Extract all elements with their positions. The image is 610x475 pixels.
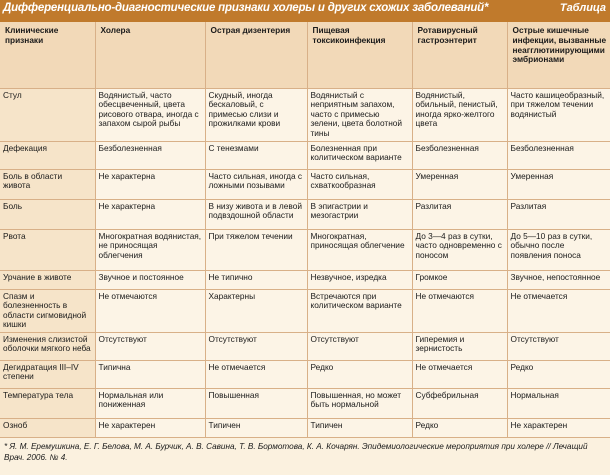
- table-row: [0, 141, 610, 169]
- table-cell: Типичен: [307, 418, 412, 437]
- table-cell: Водянистый, часто обесцвеченный, цвета рисового отвара, иногда с запахом сырой рыбы: [95, 88, 205, 141]
- table-cell: Умеренная: [412, 169, 507, 199]
- table-cell: При тяжелом течении: [205, 229, 307, 270]
- table-cell: Встречаются при колитическом варианте: [307, 289, 412, 332]
- table-cell: Повышенная: [205, 388, 307, 418]
- table-cell: Редко: [412, 418, 507, 437]
- row-label-cell: Боль: [0, 199, 95, 229]
- table-cell: Звучное, непостоянное: [507, 270, 610, 289]
- table-cell: Редко: [507, 360, 610, 388]
- table-row: [0, 388, 610, 418]
- table-row: [0, 229, 610, 270]
- table-cell: Нормальная или пониженная: [95, 388, 205, 418]
- table-cell: Не характерна: [95, 169, 205, 199]
- table-row: [0, 418, 610, 437]
- table-title: Дифференциально-диагностические признаки холеры и других схожих заболеваний*: [3, 2, 489, 14]
- table-cell: Часто кашицеобразный, при тяжелом течении водянистый: [507, 88, 610, 141]
- table-row: [0, 270, 610, 289]
- table-cell: Не отмечается: [412, 360, 507, 388]
- table-cell: Отсутствуют: [95, 332, 205, 360]
- header-row: [0, 22, 610, 88]
- row-label-cell: Дегидратация III–IV степени: [0, 360, 95, 388]
- table-cell: Водянистый, обильный, пенистый, иногда ярко-желтого цвета: [412, 88, 507, 141]
- row-label-cell: Изменения слизистой оболочки мягкого неба: [0, 332, 95, 360]
- table-row: [0, 289, 610, 332]
- row-label-cell: Урчание в животе: [0, 270, 95, 289]
- footnote: * Я. М. Еремушкина, Е. Г. Белова, М. А. Бурчик, А. В. Савина, Т. В. Бормотова, К. А. Кочарян. Эпидемиологические мероприятия при холере // Лечащий Врач. 2006. № 4.: [4, 442, 588, 462]
- table-cell: Отсутствуют: [307, 332, 412, 360]
- table-cell: Безболезненная: [412, 141, 507, 169]
- row-label-cell: Боль в области живота: [0, 169, 95, 199]
- table-cell: До 3—4 раз в сутки, часто одновременно с поносом: [412, 229, 507, 270]
- table-cell: Не отмечаются: [412, 289, 507, 332]
- table-cell: В эпигастрии и мезогастрии: [307, 199, 412, 229]
- table-cell: Характерны: [205, 289, 307, 332]
- table-cell: Разлитая: [412, 199, 507, 229]
- table-cell: Не характерна: [95, 199, 205, 229]
- row-label-cell: Дефекация: [0, 141, 95, 169]
- header-cell: Клинические признаки: [0, 22, 95, 88]
- table-cell: Редко: [307, 360, 412, 388]
- table-cell: Многократная, приносящая облегчение: [307, 229, 412, 270]
- table-row: [0, 169, 610, 199]
- table-cell: В низу живота и в левой подвздошной области: [205, 199, 307, 229]
- row-label-cell: Рвота: [0, 229, 95, 270]
- table-cell: Громкое: [412, 270, 507, 289]
- table-cell: Водянистый с неприятным запахом, часто с примесью зелени, цвета болотной тины: [307, 88, 412, 141]
- table-cell: Гиперемия и зернистость: [412, 332, 507, 360]
- table-cell: Звучное и постоянное: [95, 270, 205, 289]
- table-label: Таблица: [559, 2, 606, 14]
- header-cell: Холера: [95, 22, 205, 88]
- row-label-cell: Температура тела: [0, 388, 95, 418]
- table-cell: Нормальная: [507, 388, 610, 418]
- table-cell: Часто сильная, схваткообразная: [307, 169, 412, 199]
- table-cell: Не отмечается: [507, 289, 610, 332]
- table-row: [0, 360, 610, 388]
- row-label-cell: Стул: [0, 88, 95, 141]
- table-cell: Безболезненная: [507, 141, 610, 169]
- table-cell: С тенезмами: [205, 141, 307, 169]
- table-cell: Часто сильная, иногда с ложными позывами: [205, 169, 307, 199]
- table-cell: Не характерен: [507, 418, 610, 437]
- table-cell: Не типично: [205, 270, 307, 289]
- comparison-table: [0, 22, 610, 438]
- table-cell: Безболезненная: [95, 141, 205, 169]
- table-row: [0, 332, 610, 360]
- table-cell: Типична: [95, 360, 205, 388]
- table-cell: Отсутствуют: [205, 332, 307, 360]
- table-cell: Многократная водянистая, не приносящая облегчения: [95, 229, 205, 270]
- row-label-cell: Спазм и болезненность в области сигмовидной кишки: [0, 289, 95, 332]
- table-cell: Субфебрильная: [412, 388, 507, 418]
- header-cell: Ротавирусный гастроэнтерит: [412, 22, 507, 88]
- table-cell: Скудный, иногда бескаловый, с примесью слизи и прожилками крови: [205, 88, 307, 141]
- table-cell: До 5—10 раз в сутки, обычно после появления поноса: [507, 229, 610, 270]
- table-cell: Разлитая: [507, 199, 610, 229]
- table-cell: Повышенная, но может быть нормальной: [307, 388, 412, 418]
- table-cell: Не характерен: [95, 418, 205, 437]
- table-cell: Типичен: [205, 418, 307, 437]
- table-cell: Не отмечается: [205, 360, 307, 388]
- header-cell: Пищевая токсикоинфекция: [307, 22, 412, 88]
- title-bar: [0, 0, 610, 22]
- table-cell: Болезненная при колитическом варианте: [307, 141, 412, 169]
- table-cell: Незвучное, изредка: [307, 270, 412, 289]
- table-row: [0, 88, 610, 141]
- table-row: [0, 199, 610, 229]
- table-cell: Отсутствуют: [507, 332, 610, 360]
- header-cell: Острая дизентерия: [205, 22, 307, 88]
- header-cell: Острые кишечные инфекции, вызванные неагглютинирующими эмбрионами: [507, 22, 610, 88]
- table-cell: Не отмечаются: [95, 289, 205, 332]
- table-cell: Умеренная: [507, 169, 610, 199]
- row-label-cell: Озноб: [0, 418, 95, 437]
